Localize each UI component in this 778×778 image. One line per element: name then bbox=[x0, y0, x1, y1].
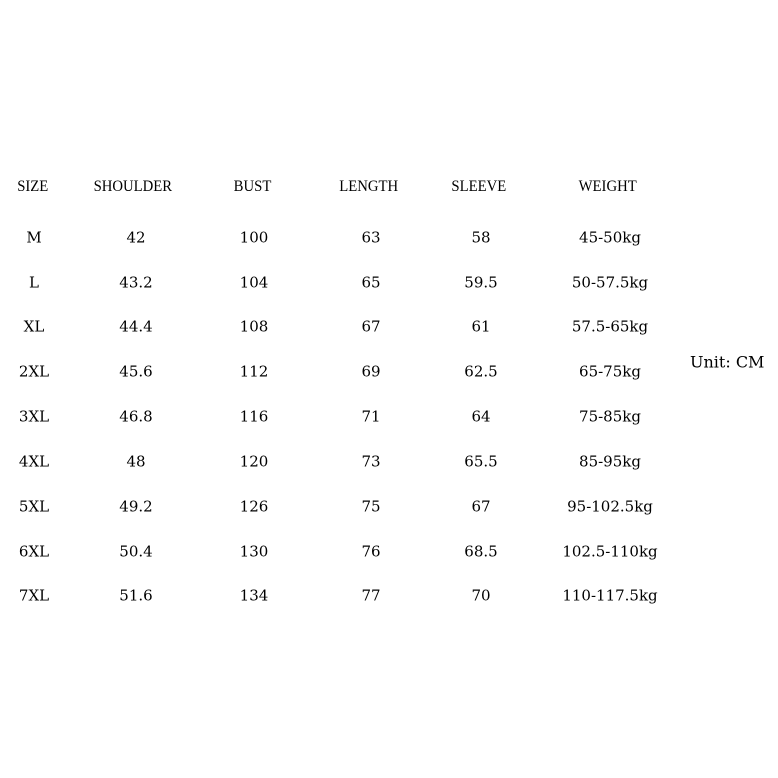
cell-shoulder: 42 bbox=[126, 228, 146, 247]
cell-weight: 95-102.5kg bbox=[567, 497, 653, 516]
header-size: SIZE bbox=[17, 178, 49, 195]
cell-bust: 126 bbox=[239, 497, 269, 516]
cell-sleeve: 67 bbox=[471, 497, 491, 516]
cell-sleeve: 64 bbox=[471, 407, 491, 426]
cell-shoulder: 48 bbox=[126, 452, 146, 471]
cell-sleeve: 65.5 bbox=[464, 452, 498, 471]
cell-weight: 75-85kg bbox=[579, 407, 641, 426]
cell-size: 3XL bbox=[18, 407, 50, 426]
cell-shoulder: 45.6 bbox=[119, 362, 153, 381]
cell-size: M bbox=[26, 228, 42, 247]
cell-weight: 65-75kg bbox=[579, 362, 641, 381]
cell-weight: 57.5-65kg bbox=[571, 317, 649, 336]
cell-size: 4XL bbox=[18, 452, 50, 471]
cell-weight: 85-95kg bbox=[579, 452, 641, 471]
cell-size: 6XL bbox=[18, 542, 50, 561]
unit-note: Unit: CM bbox=[690, 352, 765, 372]
cell-bust: 108 bbox=[239, 317, 269, 336]
header-sleeve: SLEEVE bbox=[451, 178, 507, 195]
cell-length: 63 bbox=[361, 228, 381, 247]
cell-bust: 112 bbox=[239, 362, 269, 381]
cell-length: 73 bbox=[361, 452, 381, 471]
header-bust: BUST bbox=[233, 178, 272, 195]
cell-length: 69 bbox=[361, 362, 381, 381]
cell-size: L bbox=[29, 273, 39, 292]
cell-bust: 100 bbox=[239, 228, 269, 247]
cell-shoulder: 44.4 bbox=[119, 317, 153, 336]
cell-sleeve: 68.5 bbox=[464, 542, 498, 561]
cell-size: 2XL bbox=[18, 362, 50, 381]
cell-bust: 116 bbox=[239, 407, 269, 426]
cell-length: 76 bbox=[361, 542, 381, 561]
cell-bust: 120 bbox=[239, 452, 269, 471]
cell-shoulder: 43.2 bbox=[119, 273, 153, 292]
cell-length: 71 bbox=[361, 407, 381, 426]
cell-sleeve: 58 bbox=[471, 228, 491, 247]
cell-sleeve: 59.5 bbox=[464, 273, 498, 292]
cell-weight: 45-50kg bbox=[579, 228, 641, 247]
cell-bust: 104 bbox=[239, 273, 269, 292]
cell-length: 67 bbox=[361, 317, 381, 336]
cell-sleeve: 70 bbox=[471, 586, 491, 605]
header-shoulder: SHOULDER bbox=[93, 178, 173, 195]
cell-size: 5XL bbox=[18, 497, 50, 516]
cell-length: 75 bbox=[361, 497, 381, 516]
cell-size: 7XL bbox=[18, 586, 50, 605]
cell-bust: 130 bbox=[239, 542, 269, 561]
cell-length: 77 bbox=[361, 586, 381, 605]
cell-size: XL bbox=[23, 317, 45, 336]
header-weight: WEIGHT bbox=[578, 178, 637, 195]
header-length: LENGTH bbox=[339, 178, 399, 195]
cell-sleeve: 62.5 bbox=[464, 362, 498, 381]
cell-shoulder: 51.6 bbox=[119, 586, 153, 605]
cell-weight: 110-117.5kg bbox=[562, 586, 658, 605]
cell-shoulder: 46.8 bbox=[119, 407, 153, 426]
cell-shoulder: 49.2 bbox=[119, 497, 153, 516]
cell-sleeve: 61 bbox=[471, 317, 491, 336]
cell-bust: 134 bbox=[239, 586, 269, 605]
cell-weight: 102.5-110kg bbox=[562, 542, 658, 561]
cell-weight: 50-57.5kg bbox=[571, 273, 649, 292]
cell-length: 65 bbox=[361, 273, 381, 292]
cell-shoulder: 50.4 bbox=[119, 542, 153, 561]
